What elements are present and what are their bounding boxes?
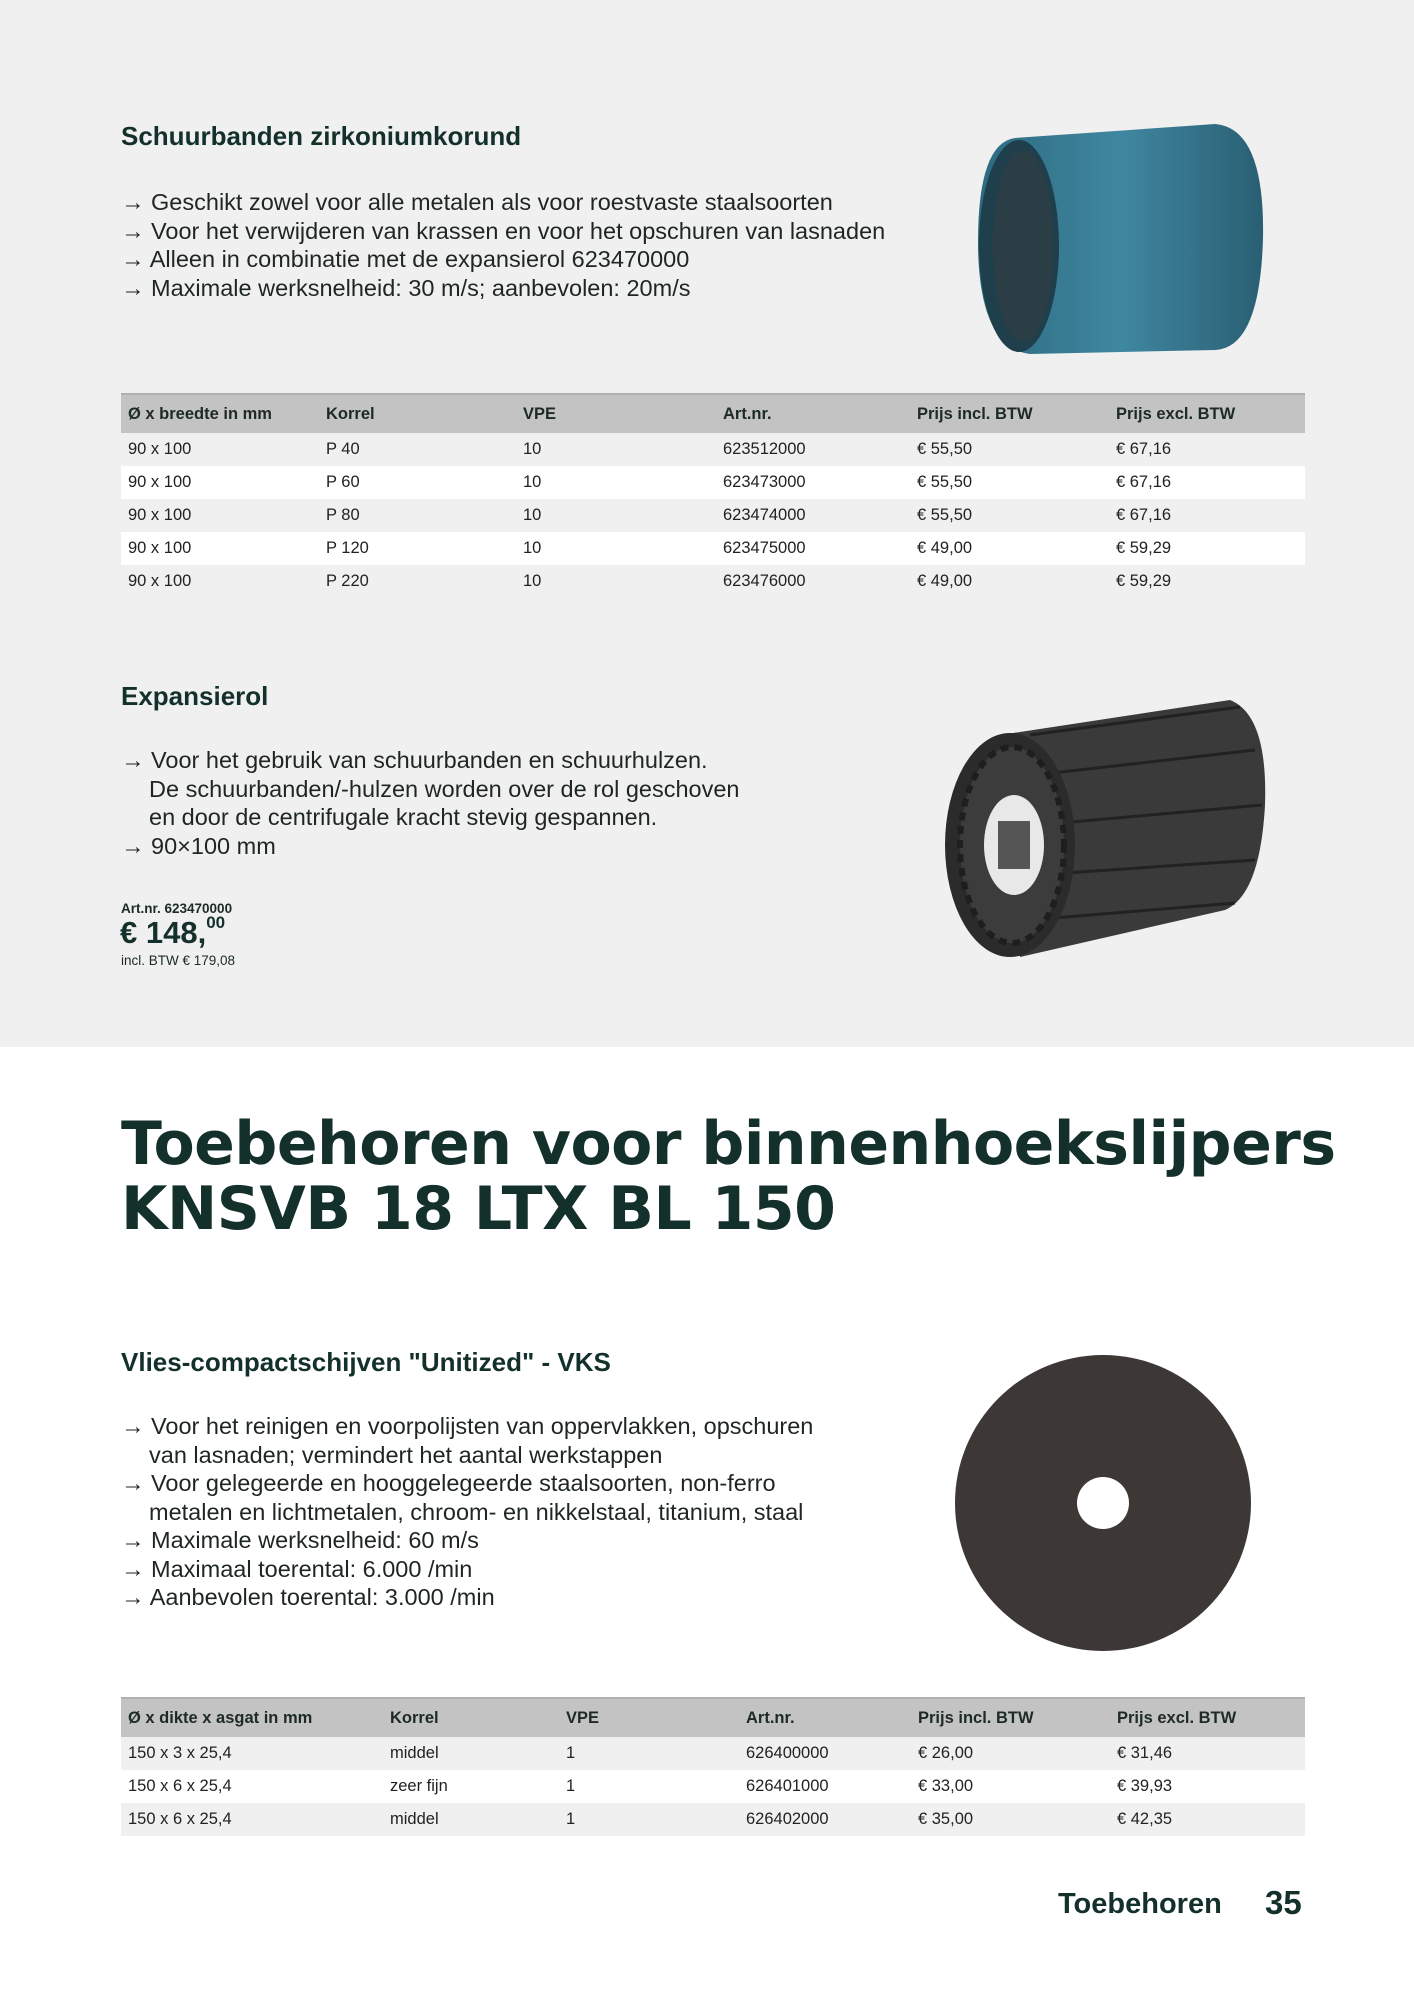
table-cell: 90 x 100 xyxy=(121,466,319,499)
table-cell: 150 x 6 x 25,4 xyxy=(121,1770,383,1803)
schuurbanden-table xyxy=(121,393,1305,598)
table-row xyxy=(121,1737,1305,1770)
table-cell: P 60 xyxy=(319,466,516,499)
table-cell: € 67,16 xyxy=(1109,499,1305,532)
column-header: Korrel xyxy=(383,1698,559,1737)
table-cell: € 42,35 xyxy=(1110,1803,1305,1836)
table-cell: 10 xyxy=(516,466,716,499)
table-cell: € 31,46 xyxy=(1110,1737,1305,1770)
table-cell: 623473000 xyxy=(716,466,910,499)
table-cell: 90 x 100 xyxy=(121,433,319,466)
table-row xyxy=(121,1770,1305,1803)
table-cell: € 67,16 xyxy=(1109,433,1305,466)
table-cell: 1 xyxy=(559,1770,739,1803)
bullet: → Voor het gebruik van schuurbanden en schuurhulzen. xyxy=(121,747,708,773)
bullet-list-schuurbanden xyxy=(121,188,885,302)
bullet: → Voor het reinigen en voorpolijsten van oppervlakken, opschuren xyxy=(121,1413,814,1439)
table-cell: 150 x 6 x 25,4 xyxy=(121,1803,383,1836)
table-row xyxy=(121,466,1305,499)
column-header: Prijs excl. BTW xyxy=(1110,1698,1305,1737)
table-cell: € 59,29 xyxy=(1109,532,1305,565)
bullet: → 90×100 mm xyxy=(121,832,276,859)
table-cell: 626401000 xyxy=(739,1770,911,1803)
table-cell: € 55,50 xyxy=(910,499,1109,532)
page-number: 35 xyxy=(1265,1884,1302,1921)
price xyxy=(120,912,226,951)
table-cell: € 26,00 xyxy=(911,1737,1110,1770)
heading-line-1: Toebehoren voor binnenhoekslijpers xyxy=(121,1109,1336,1179)
bullet-continuation: metalen en lichtmetalen, chroom- en nikkelstaal, titanium, staal xyxy=(149,1498,804,1525)
table-cell: P 40 xyxy=(319,433,516,466)
table-cell: 623476000 xyxy=(716,565,910,598)
table-cell: € 49,00 xyxy=(910,565,1109,598)
table-cell: 1 xyxy=(559,1737,739,1770)
table-cell: middel xyxy=(383,1803,559,1836)
table-cell: 626402000 xyxy=(739,1803,911,1836)
table-cell: 1 xyxy=(559,1803,739,1836)
bullet: → Maximaal toerental: 6.000 /min xyxy=(121,1555,473,1582)
table-cell: 623475000 xyxy=(716,532,910,565)
column-header: VPE xyxy=(516,394,716,433)
table-row xyxy=(121,1803,1305,1836)
section-title-schuurbanden: Schuurbanden zirkoniumkorund xyxy=(121,121,522,151)
table-cell: P 220 xyxy=(319,565,516,598)
table-cell: 90 x 100 xyxy=(121,499,319,532)
table-cell: 90 x 100 xyxy=(121,565,319,598)
section-title-vlies: Vlies-compactschijven "Unitized" - VKS xyxy=(121,1347,611,1377)
table-cell: € 55,50 xyxy=(910,433,1109,466)
column-header: VPE xyxy=(559,1698,739,1737)
price-cents: 00 xyxy=(206,912,226,932)
table-cell: 623474000 xyxy=(716,499,910,532)
table-cell: € 33,00 xyxy=(911,1770,1110,1803)
footer-section-label: Toebehoren xyxy=(1058,1888,1222,1920)
table-cell: € 55,50 xyxy=(910,466,1109,499)
bullet: → Maximale werksnelheid: 60 m/s xyxy=(121,1527,479,1553)
table-row xyxy=(121,433,1305,466)
column-header: Art.nr. xyxy=(739,1698,911,1737)
table-cell: € 39,93 xyxy=(1110,1770,1305,1803)
table-cell: P 120 xyxy=(319,532,516,565)
bullet-list-expansierol xyxy=(121,746,739,860)
table-cell: zeer fijn xyxy=(383,1770,559,1803)
table-cell: P 80 xyxy=(319,499,516,532)
table-cell: 90 x 100 xyxy=(121,532,319,565)
column-header: Prijs incl. BTW xyxy=(910,394,1109,433)
table-cell: € 49,00 xyxy=(910,532,1109,565)
table-cell: 10 xyxy=(516,499,716,532)
table-cell: 150 x 3 x 25,4 xyxy=(121,1737,383,1770)
table-cell: 626400000 xyxy=(739,1737,911,1770)
table-row xyxy=(121,532,1305,565)
table-cell: € 59,29 xyxy=(1109,565,1305,598)
column-header: Prijs incl. BTW xyxy=(911,1698,1110,1737)
bullet: → Alleen in combinatie met de expansierol 623470000 xyxy=(121,246,690,272)
table-row xyxy=(121,499,1305,532)
price-main: € 148, xyxy=(120,915,207,950)
bullet: → Voor gelegeerde en hooggelegeerde staalsoorten, non-ferro xyxy=(121,1470,776,1496)
table-cell: 10 xyxy=(516,532,716,565)
table-header-row xyxy=(121,1698,1305,1737)
bullet: → Voor het verwijderen van krassen en voor het opschuren van lasnaden xyxy=(121,217,886,244)
table-cell: 10 xyxy=(516,565,716,598)
table-header-row xyxy=(121,394,1305,433)
column-header: Ø x dikte x asgat in mm xyxy=(121,1698,383,1737)
table-cell: € 67,16 xyxy=(1109,466,1305,499)
bullet-list-vlies xyxy=(121,1412,813,1612)
column-header: Korrel xyxy=(319,394,516,433)
bullet-continuation: van lasnaden; vermindert het aantal werkstappen xyxy=(149,1441,663,1468)
table-cell: € 35,00 xyxy=(911,1803,1110,1836)
column-header: Ø x breedte in mm xyxy=(121,394,319,433)
sanding-band-image xyxy=(975,118,1267,358)
section-title-expansierol: Expansierol xyxy=(121,681,269,711)
bullet-continuation: De schuurbanden/-hulzen worden over de rol geschoven xyxy=(149,775,740,802)
table-cell: 10 xyxy=(516,433,716,466)
price-incl-vat: incl. BTW € 179,08 xyxy=(121,953,236,968)
table-cell: 623512000 xyxy=(716,433,910,466)
vlies-table xyxy=(121,1697,1305,1836)
article-number: Art.nr. 623470000 xyxy=(121,901,233,916)
compact-disc-image xyxy=(955,1355,1255,1655)
column-header: Prijs excl. BTW xyxy=(1109,394,1305,433)
bullet: → Aanbevolen toerental: 3.000 /min xyxy=(121,1584,495,1610)
bullet: → Geschikt zowel voor alle metalen als voor roestvaste staalsoorten xyxy=(121,189,833,215)
table-row xyxy=(121,565,1305,598)
page-heading xyxy=(121,1109,1336,1244)
heading-line-2: KNSVB 18 LTX BL 150 xyxy=(121,1174,836,1244)
bullet-continuation: en door de centrifugale kracht stevig gespannen. xyxy=(149,804,658,830)
expansion-roller-image xyxy=(940,695,1270,960)
column-header: Art.nr. xyxy=(716,394,910,433)
table-cell: middel xyxy=(383,1737,559,1770)
bullet: → Maximale werksnelheid: 30 m/s; aanbevolen: 20m/s xyxy=(121,274,691,301)
